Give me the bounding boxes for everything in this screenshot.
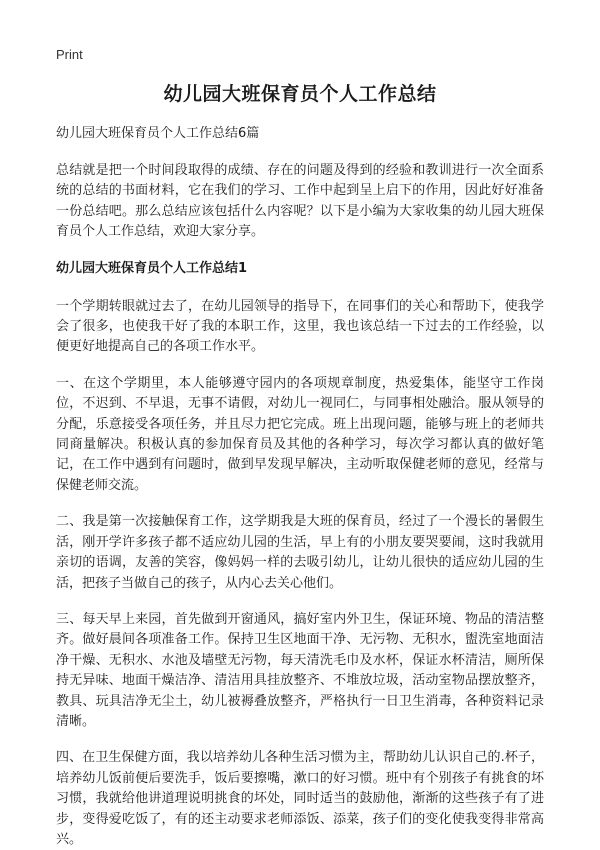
document-subtitle: 幼儿园大班保育员个人工作总结6篇 [56,126,260,141]
body-paragraph-3: 二、我是第一次接触保育工作，这学期我是大班的保育员，经过了一个漫长的暑假生活，刚开学许多孩子都不适应幼儿园的生活，早上有的小朋友要哭要闹，这时我就用亲切的语调，友善的笑容，像妈妈一样的去吸引幼儿，让幼儿很快的适应幼儿园的生活，把孩子当做自己的孩子，从内心去关心他们。 [56,514,544,591]
section-heading: 幼儿园大班保育员个人工作总结1 [56,260,248,276]
body-paragraph-2: 一、在这个学期里，本人能够遵守园内的各项规章制度，热爱集体，能坚守工作岗位，不迟到、不早退，无事不请假，对幼儿一视同仁，与同事相处融洽。服从领导的分配，乐意接受各项任务，并且尽力把它完成。班上出现问题，能够与班上的老师共同商量解决。积极认真的参加保育员及其他的各种学习，每次学习都认真的做好笔记，在工作中遇到有问题时，做到早发现早解决，主动听取保健老师的意见，经常与保健老师交流。 [56,375,544,493]
body-paragraph-4: 三、每天早上来园，首先做到开窗通风，搞好室内外卫生，保证环境、物品的清洁整齐。做好晨间各项准备工作。保持卫生区地面干净、无污物、无积水，盥洗室地面洁净干燥、无积水、水池及墙壁无污物，每天清洗毛巾及水杯，保证水杯清洁，厕所保持无异味、地面干燥洁净、清洁用具挂放整齐、不堆放垃圾，活动室物品摆放整齐，教具、玩具洁净无尘土，幼儿被褥叠放整齐，严格执行一日卫生消毒，各种资料记录清晰。 [56,611,544,729]
body-paragraph-5: 四、在卫生保健方面，我以培养幼儿各种生活习惯为主，帮助幼儿认识自己的.杯子，培养幼儿饭前便后要洗手，饭后要擦嘴，漱口的好习惯。班中有个别孩子有挑食的坏习惯，我就给他讲道理说明挑食的坏处，同时适当的鼓励他，渐渐的这些孩子有了进步，变得爱吃饭了，有的还主动要求老师添饭、添菜，孩子们的变化使我变得非常高兴。 [56,750,544,847]
page-title: 幼儿园大班保育员个人工作总结 [163,83,437,105]
print-label[interactable]: Print [56,47,83,62]
intro-paragraph: 总结就是把一个时间段取得的成绩、存在的问题及得到的经验和教训进行一次全面系统的总结的书面材料，它在我们的学习、工作中起到呈上启下的作用，因此好好准备一份总结吧。那么总结应该包括什么内容呢？以下是小编为大家收集的幼儿园大班保育员个人工作总结，欢迎大家分享。 [56,163,544,240]
body-paragraph-1: 一个学期转眼就过去了，在幼儿园领导的指导下，在同事们的关心和帮助下，使我学会了很多，也使我干好了我的本职工作，这里，我也该总结一下过去的工作经验，以便更好地提高自己的各项工作水平。 [56,298,544,355]
